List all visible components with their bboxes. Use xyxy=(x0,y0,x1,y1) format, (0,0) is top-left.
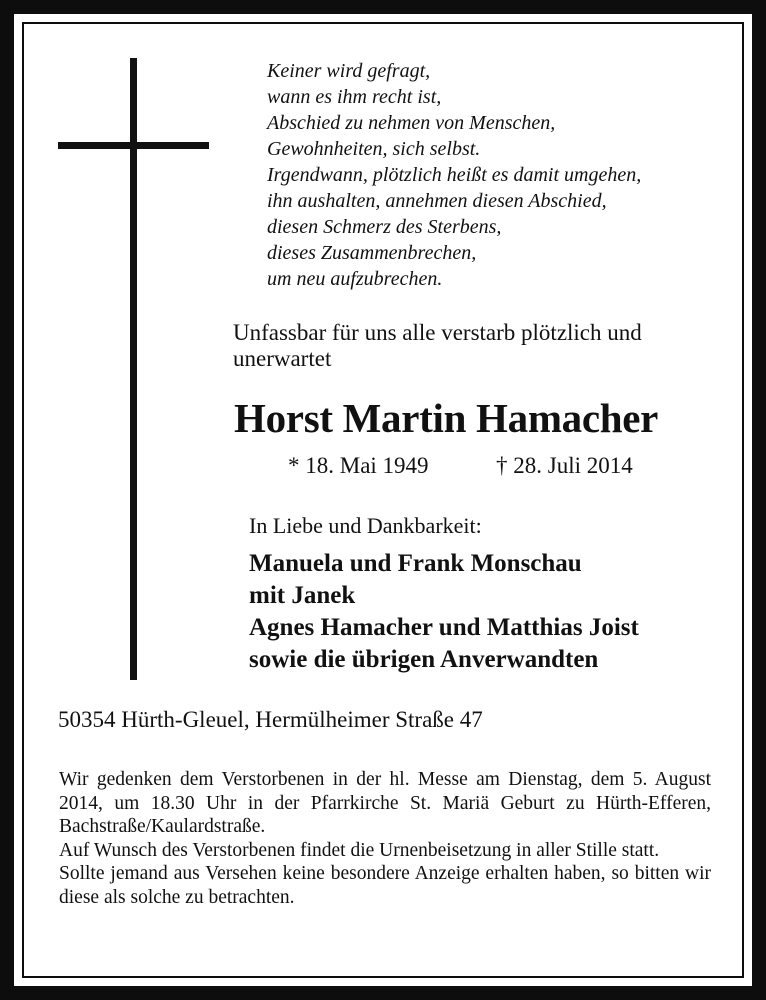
mourner-line: Manuela und Frank Monschau xyxy=(249,550,582,577)
cross-vertical-bar xyxy=(130,58,137,680)
cross-horizontal-bar xyxy=(58,142,209,149)
poem-line: ihn aushalten, annehmen diesen Abschied, xyxy=(267,190,607,212)
notice-paragraph: Auf Wunsch des Verstorbenen findet die Urnenbeisetzung in aller Stille statt. xyxy=(59,839,660,861)
poem-line: um neu aufzubrechen. xyxy=(267,268,443,290)
mourner-line: Agnes Hamacher und Matthias Joist xyxy=(249,614,639,641)
death-date: † 28. Juli 2014 xyxy=(496,453,633,478)
notice-paragraph: Sollte jemand aus Versehen keine besondere Anzeige erhalten haben, so bitten wir diese als solche zu betrachten. xyxy=(59,863,711,908)
poem xyxy=(267,58,641,292)
mourning-heading: In Liebe und Dankbarkeit: xyxy=(249,513,482,538)
notice-paragraph: Wir gedenken dem Verstorbenen in der hl. Messe am Dienstag, dem 5. August 2014, um 18.30 Uhr in der Pfarrkirche St. Mariä Geburt zu Hürth-Efferen, Bachstraße/Kaulardstraße. xyxy=(59,769,711,837)
mourner-line: mit Janek xyxy=(249,582,356,609)
mourner-line: sowie die übrigen Anverwandten xyxy=(249,646,599,673)
poem-line: Irgendwann, plötzlich heißt es damit umgehen, xyxy=(267,164,642,186)
mourners-list xyxy=(249,548,639,676)
poem-line: Abschied zu nehmen von Menschen, xyxy=(267,112,556,134)
address: 50354 Hürth-Gleuel, Hermülheimer Straße 47 xyxy=(58,707,483,732)
poem-line: wann es ihm recht ist, xyxy=(267,86,442,108)
birth-date: * 18. Mai 1949 xyxy=(288,453,429,478)
intro-text: Unfassbar für uns alle verstarb plötzlich und unerwartet xyxy=(233,320,642,371)
poem-line: diesen Schmerz des Sterbens, xyxy=(267,216,502,238)
poem-line: Keiner wird gefragt, xyxy=(267,60,431,82)
deceased-name: Horst Martin Hamacher xyxy=(234,395,659,441)
poem-line: Gewohnheiten, sich selbst. xyxy=(267,138,481,160)
service-notice xyxy=(59,768,711,909)
poem-line: dieses Zusammenbrechen, xyxy=(267,242,477,264)
